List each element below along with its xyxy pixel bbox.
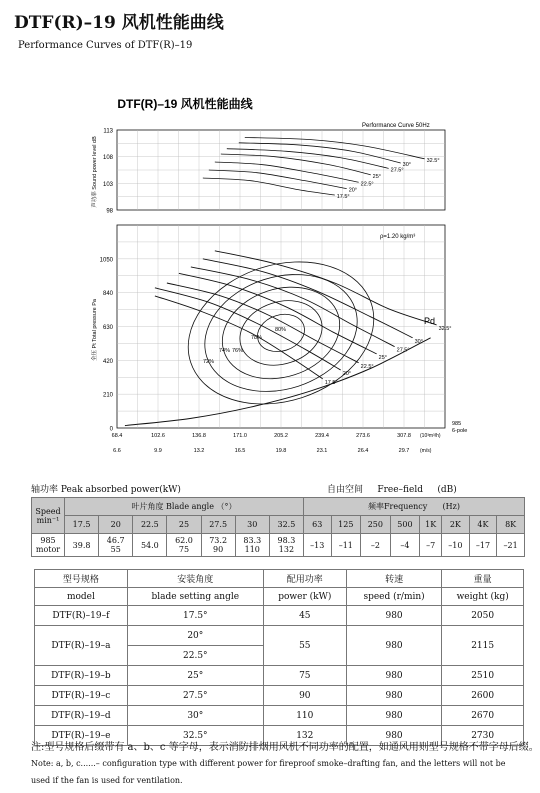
flow-tick-label: 136.8 [192,433,206,439]
free-field-unit: (dB) [437,485,457,495]
sound-correction-cell: –21 [497,534,525,557]
sound-correction-cell: –7 [420,534,442,557]
spec-row [35,706,524,726]
blade-angle-cell: 32.5° [127,726,263,746]
speed-cell: 980 [346,626,442,666]
speed-label: 6-pole [452,428,468,434]
power-cell: 75 [263,666,346,686]
flow-tick-label: 273.6 [356,433,370,439]
pressure-curve [215,251,437,325]
frequency-unit: (Hz) [442,502,460,511]
model-cell: DTF(R)–19–e [35,726,128,746]
efficiency-label: 72% [203,358,215,365]
page-title: DTF(R)–19 风机性能曲线 [14,13,224,33]
flow-tick-label: 239.4 [315,433,329,439]
speed-cell: 980 [346,666,442,686]
frequency-header-cell: 500 [390,516,420,534]
power-cell: 55 [263,626,346,666]
power-cell: 110 [263,706,346,726]
pressure-curve [155,296,323,379]
sound-curve [239,143,401,163]
pressure-curve-label: 25° [378,354,387,361]
note-en: Note: a, b, c......– configuration type with different power for fireproof smoke–drafting fan, and the letters will not be used if the fan is used for ventilation. [31,759,506,785]
sound-curve [203,178,335,195]
power-cell: 45 [263,606,346,626]
power-table-heading: 轴功率 Peak absorbed power(kW) [31,485,181,495]
flow-tick-label: 307.8 [397,433,411,439]
spec-row [35,626,524,646]
power-value-secondary: 90 [213,545,224,554]
sound-tick-label: 113 [103,128,113,135]
blade-angle-cell: 20° [127,626,263,646]
power-value: 62.0 [175,536,193,545]
speed-cell: 980 [346,726,442,746]
sound-tick-label: 103 [102,181,113,188]
sound-correction-cell: –11 [331,534,361,557]
speed-value-unit: motor [35,545,61,554]
power-value-cell [65,534,99,557]
power-value-cell [235,534,269,557]
pressure-tick-label: 0 [109,426,113,433]
spec-table [34,569,524,746]
frequency-header-cell: 250 [361,516,391,534]
pressure-tick-label: 210 [102,392,113,399]
speed-header [32,498,65,534]
frequency-header [303,498,524,516]
pressure-tick-label: 630 [102,325,113,331]
power-value-cell [133,534,167,557]
frequency-header-cell: 63 [303,516,331,534]
pd-label: Pd [424,316,436,326]
sound-curve [227,149,389,169]
pressure-curve [203,259,413,338]
speed-value-cell [32,534,65,557]
power-value-cell [167,534,201,557]
efficiency-label: 78% [251,334,263,341]
sound-curve-label: 17.5° [336,194,350,201]
velocity-tick-label: 6.6 [113,448,121,454]
frequency-header-cell: 2K [442,516,470,534]
sound-curve-label: 32.5° [426,157,440,164]
flow-tick-label: 171.0 [233,433,247,439]
weight-cell: 2050 [442,606,524,626]
sound-correction-cell: –2 [361,534,391,557]
speed-label: 985 [452,421,462,427]
pressure-curve [179,273,377,354]
velocity-tick-label: 23.1 [316,448,328,454]
pressure-curve-label: 27.5° [396,347,410,354]
power-cell: 132 [263,726,346,746]
blade-angle-header: 叶片角度 Blade angle （°） [65,498,304,516]
density-label: ρ=1.20 kg/m³ [380,234,416,240]
note-cn: 注:型号规格后缀带有 a、b、c 等字母，表示消防排烟用风机不同功率的配置，如通风用则型号规格不带字母后缀。 [31,742,539,753]
sound-curve [245,137,425,158]
pressure-curve-label: 22.5° [360,363,374,370]
page-subtitle: Performance Curves of DTF(R)–19 [18,40,193,51]
sound-curve-label: 30° [402,162,411,169]
pressure-tick-label: 1050 [99,257,113,264]
spec-header-cn: 型号规格 [35,570,128,588]
frequency-header-cell: 4K [469,516,497,534]
spec-header-cn: 重量 [442,570,524,588]
weight-cell: 2115 [442,626,524,666]
weight-cell: 2510 [442,666,524,686]
blade-angle-cell: 27.5° [127,686,263,706]
flow-tick-label: 205.2 [274,433,288,439]
pressure-curve-label: 20° [342,371,352,377]
pressure-curve-label: 30° [414,338,423,345]
frequency-header-cell: 8K [497,516,525,534]
power-value-secondary: 110 [244,545,260,554]
velocity-unit-label: (m/s) [420,448,432,454]
power-value: 83.3 [243,536,262,545]
weight-cell: 2600 [442,686,524,706]
spec-header-cn: 配用功率 [263,570,346,588]
chart-title: DTF(R)–19 风机性能曲线 [117,97,253,111]
power-value-cell [269,534,303,557]
sound-tick-label: 98 [106,208,113,215]
spec-header-en: speed (r/min) [346,588,442,606]
velocity-tick-label: 26.4 [357,448,369,454]
speed-cell: 980 [346,706,442,726]
pressure-panel [90,225,467,454]
free-field-cn: 自由空间 [327,485,364,495]
model-cell: DTF(R)–19–d [35,706,128,726]
spec-header-cn: 转速 [346,570,442,588]
free-field-en: Free–field [377,485,423,495]
pressure-axis-label: 全压 Pt Total pressure Pa [92,299,98,361]
pressure-curve-label: 17.5° [324,379,338,386]
velocity-tick-label: 9.9 [154,448,162,454]
pressure-tick-label: 840 [102,291,113,298]
blade-angle-cell: 25° [127,666,263,686]
power-value-cell [201,534,235,557]
flow-unit-label: (10³m³/h) [420,433,441,439]
corner-label: Performance Curve 50Hz [362,123,430,129]
velocity-tick-label: 29.7 [398,448,410,454]
frequency-header-cell: 1K [420,516,442,534]
pressure-tick-label: 420 [102,358,113,365]
sound-curve-label: 20° [348,187,358,194]
flow-tick-label: 68.4 [111,433,123,439]
blade-angle-header-cell: 30 [235,516,269,534]
velocity-tick-label: 16.5 [234,448,246,454]
blade-angle-cell: 30° [127,706,263,726]
efficiency-label: 74% [219,347,231,354]
power-value-cell [99,534,133,557]
spec-row [35,666,524,686]
weight-cell: 2730 [442,726,524,746]
model-cell: DTF(R)–19–b [35,666,128,686]
speed-cell: 980 [346,686,442,706]
velocity-tick-label: 13.2 [193,448,205,454]
sound-axis-label: 声功率 Sound power level dB [92,136,98,208]
blade-angle-header-cell: 22.5 [133,516,167,534]
power-value: 39.8 [72,540,91,550]
spec-header-cn: 安装角度 [127,570,263,588]
blade-angle-header-cell: 32.5 [269,516,303,534]
blade-angle-header-cell: 17.5 [65,516,99,534]
efficiency-label: 76% [232,347,244,354]
blade-angle-cell: 22.5° [127,646,263,666]
blade-angle-header-cell: 20 [99,516,133,534]
pd-curve [125,338,431,426]
spec-row [35,686,524,706]
frequency-label: 频率Frequency [368,502,428,511]
noise-table-heading [327,482,457,495]
power-value-secondary: 132 [278,545,295,554]
sound-panel [90,123,445,215]
spec-header-en: weight (kg) [442,588,524,606]
power-cell: 90 [263,686,346,706]
sound-correction-cell: –4 [390,534,420,557]
model-cell: DTF(R)–19–c [35,686,128,706]
blade-angle-header-cell: 27.5 [201,516,235,534]
spec-header-en: model [35,588,128,606]
speed-value: 985 [40,536,56,545]
spec-row [35,606,524,626]
sound-curve-label: 25° [372,173,382,180]
power-value: 54.0 [140,540,159,550]
power-value: 98.3 [277,536,296,545]
power-value-secondary: 75 [178,545,190,554]
performance-chart [0,60,540,460]
sound-curve-label: 27.5° [390,167,404,174]
power-value: 46.7 [106,536,125,545]
blade-angle-header-cell: 25 [167,516,201,534]
sound-correction-cell: –17 [469,534,497,557]
model-cell: DTF(R)–19–f [35,606,128,626]
power-value-secondary: 55 [110,545,121,554]
sound-correction-cell: –13 [303,534,331,557]
flow-tick-label: 102.6 [151,433,165,439]
speed-cell: 980 [346,606,442,626]
power-value: 73.2 [209,536,228,545]
model-cell: DTF(R)–19–a [35,626,128,666]
spec-header-en: power (kW) [263,588,346,606]
weight-cell: 2670 [442,706,524,726]
pressure-curve-label: 32.5° [438,325,452,332]
sound-curve-label: 22.5° [360,181,374,188]
speed-unit: min⁻¹ [36,515,60,525]
velocity-tick-label: 19.8 [275,448,287,454]
spec-header-en: blade setting angle [127,588,263,606]
efficiency-label: 80% [275,326,287,333]
blade-angle-cell: 17.5° [127,606,263,626]
performance-table [31,497,525,557]
sound-correction-cell: –10 [442,534,470,557]
sound-tick-label: 108 [102,155,113,162]
frequency-header-cell: 125 [331,516,361,534]
speed-label: Speed [35,506,61,516]
